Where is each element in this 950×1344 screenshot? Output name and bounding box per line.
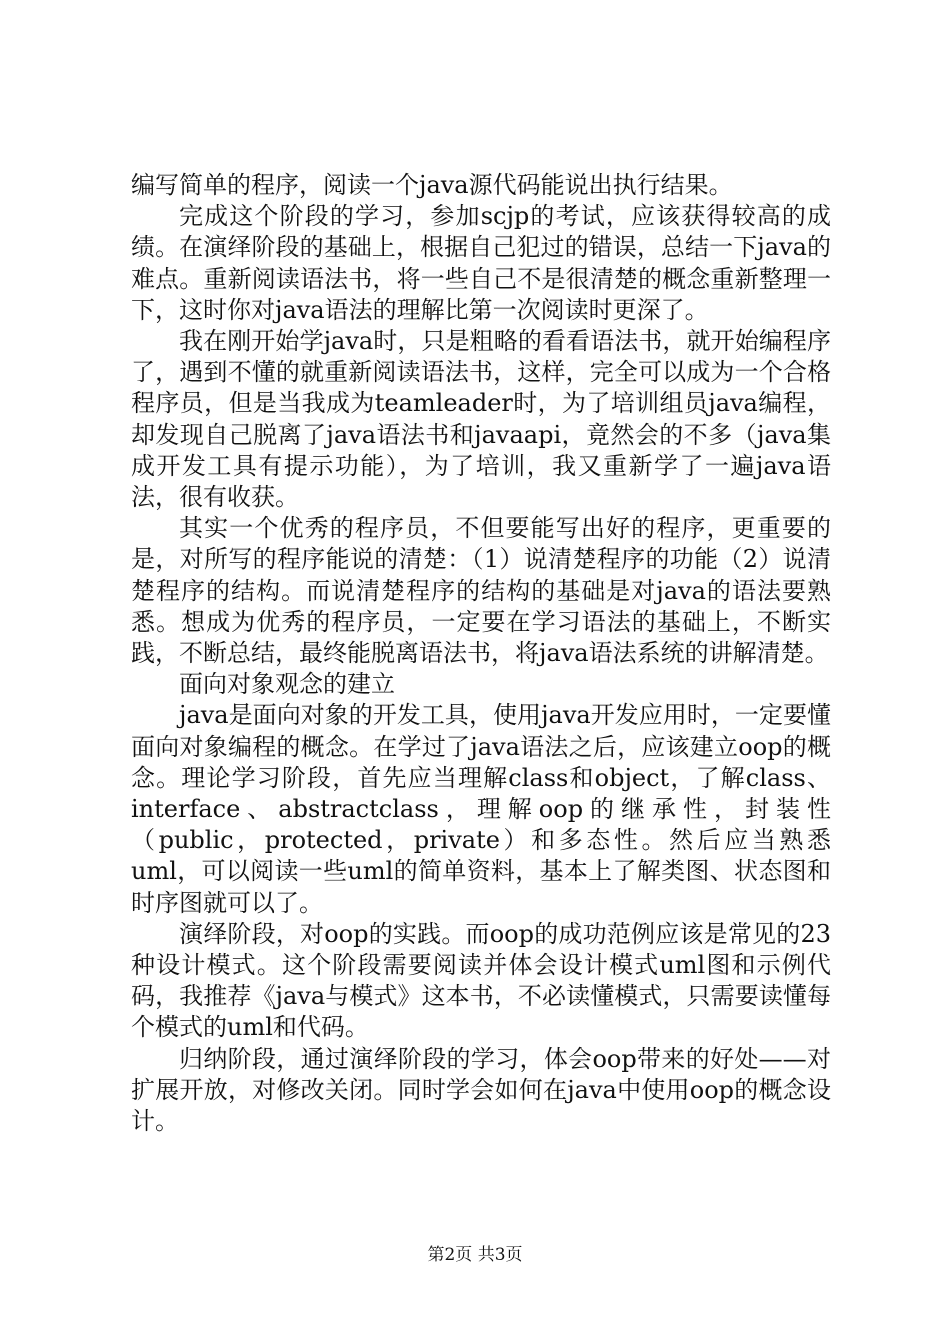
paragraph-2: 完成这个阶段的学习，参加scjp的考试，应该获得较高的成绩。在演绎阶段的基础上，根据自己犯过的错误，总结一下java的难点。重新阅读语法书，将一些自己不是很清楚的概念重新整理一下，这时你对java语法的理解比第一次阅读时更深了。 (131, 202, 831, 324)
paragraph-7: 归纳阶段，通过演绎阶段的学习，体会oop带来的好处——对扩展开放，对修改关闭。同时学会如何在java中使用oop的概念设计。 (131, 1044, 831, 1136)
paragraph-6: 演绎阶段，对oop的实践。而oop的成功范例应该是常见的23种设计模式。这个阶段需要阅读并体会设计模式uml图和示例代码，我推荐《java与模式》这本书，不必读懂模式，只需要读懂每个模式的uml和代码。 (131, 919, 831, 1042)
section-heading: 面向对象观念的建立 (179, 670, 395, 699)
paragraph-1: 编写简单的程序，阅读一个java源代码能说出执行结果。 (131, 171, 733, 199)
paragraph-3: 我在刚开始学java时，只是粗略的看看语法书，就开始编程序了，遇到不懂的就重新阅读语法书，这样，完全可以成为一个合格程序员，但是当我成为teamleader时，为了培训组员java编程，却发现自己脱离了java语法书和javaapi，竟然会的不多（java集成开发工具有提示功能），为了培训，我又重新学了一遍java语法，很有收获。 (131, 327, 831, 512)
document-body (131, 170, 831, 1137)
page-number-footer: 第2页 共3页 (427, 1245, 523, 1265)
paragraph-4: 其实一个优秀的程序员，不但要能写出好的程序，更重要的是，对所写的程序能说的清楚：（1）说清楚程序的功能（2）说清楚程序的结构。而说清楚程序的结构的基础是对java的语法要熟悉。想成为优秀的程序员，一定要在学习语法的基础上，不断实践，不断总结，最终能脱离语法书，将java语法系统的讲解清楚。 (131, 514, 831, 668)
paragraph-5: java是面向对象的开发工具，使用java开发应用时，一定要懂面向对象编程的概念。在学过了java语法之后，应该建立oop的概念。理论学习阶段，首先应当理解class和object，了解class、interface、abstractclass，理解oop的继承性，封装性（public，protected，private）和多态性。然后应当熟悉uml，可以阅读一些uml的简单资料，基本上了解类图、状态图和时序图就可以了。 (131, 701, 831, 917)
